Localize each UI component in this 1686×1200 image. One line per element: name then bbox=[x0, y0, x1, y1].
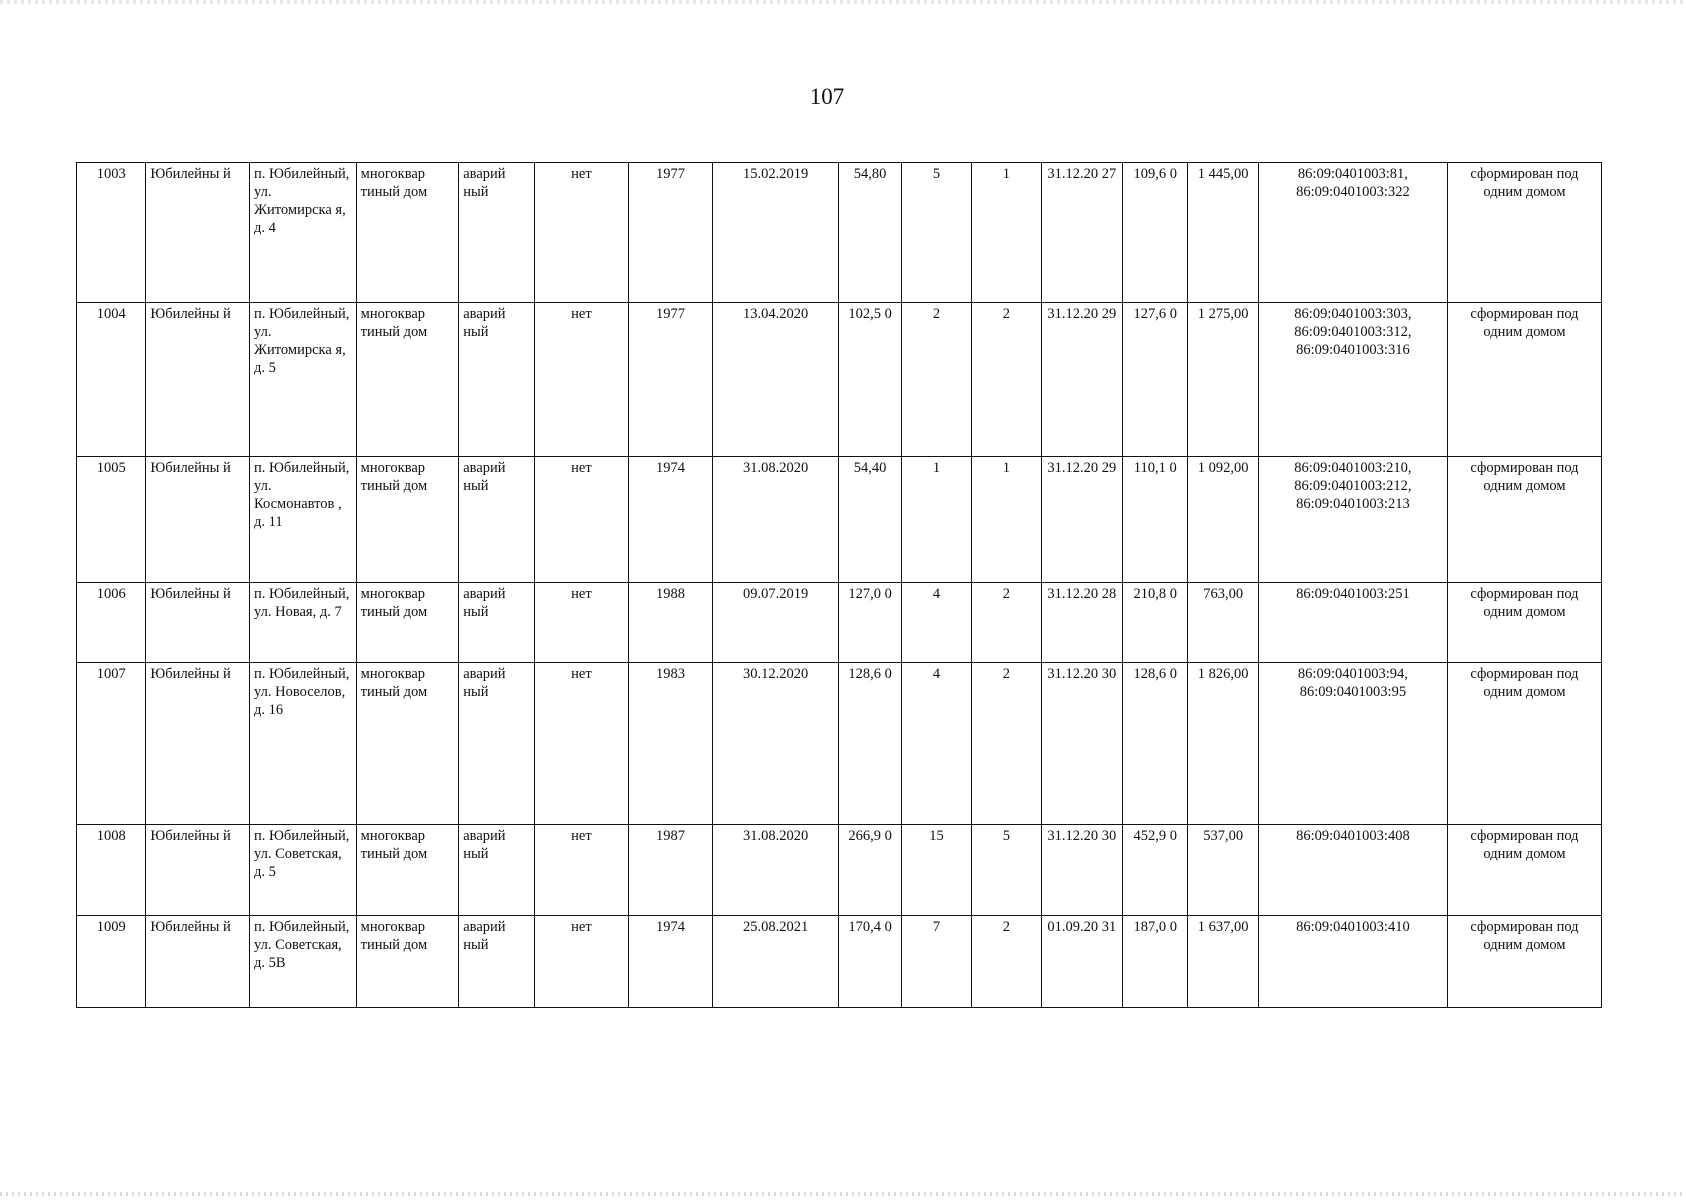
cell-count-1: 2 bbox=[901, 303, 971, 457]
cell-id: 1005 bbox=[77, 457, 146, 583]
cell-cadastral: 86:09:0401003:408 bbox=[1258, 825, 1447, 916]
cell-building-type: многоквар тиный дом bbox=[356, 916, 459, 1008]
cell-date: 31.08.2020 bbox=[712, 825, 839, 916]
cell-count-1: 7 bbox=[901, 916, 971, 1008]
cell-flag: нет bbox=[534, 583, 629, 663]
cell-flag: нет bbox=[534, 457, 629, 583]
cell-building-type: многоквар тиный дом bbox=[356, 583, 459, 663]
cell-count-2: 2 bbox=[972, 583, 1041, 663]
cell-deadline: 31.12.20 30 bbox=[1041, 663, 1122, 825]
cell-note: сформирован под одним домом bbox=[1447, 825, 1601, 916]
cell-address: п. Юбилейный, ул. Советская, д. 5 bbox=[250, 825, 357, 916]
cell-cost: 763,00 bbox=[1188, 583, 1258, 663]
cell-flag: нет bbox=[534, 825, 629, 916]
cell-cost: 1 092,00 bbox=[1188, 457, 1258, 583]
cell-note: сформирован под одним домом bbox=[1447, 916, 1601, 1008]
cell-address: п. Юбилейный, ул. Житомирска я, д. 4 bbox=[250, 163, 357, 303]
cell-area: 127,0 0 bbox=[839, 583, 901, 663]
cell-count-1: 1 bbox=[901, 457, 971, 583]
cell-condition: аварий ный bbox=[459, 457, 534, 583]
cell-deadline: 31.12.20 27 bbox=[1041, 163, 1122, 303]
cell-area-2: 187,0 0 bbox=[1123, 916, 1188, 1008]
cell-condition: аварий ный bbox=[459, 663, 534, 825]
cell-settlement: Юбилейны й bbox=[146, 663, 250, 825]
cell-year: 1974 bbox=[629, 916, 712, 1008]
cell-settlement: Юбилейны й bbox=[146, 583, 250, 663]
cell-cadastral: 86:09:0401003:94, 86:09:0401003:95 bbox=[1258, 663, 1447, 825]
cell-area-2: 452,9 0 bbox=[1123, 825, 1188, 916]
cell-flag: нет bbox=[534, 303, 629, 457]
cell-cost: 1 826,00 bbox=[1188, 663, 1258, 825]
cell-area-2: 109,6 0 bbox=[1123, 163, 1188, 303]
cell-cadastral: 86:09:0401003:303, 86:09:0401003:312, 86:09:0401003:316 bbox=[1258, 303, 1447, 457]
cell-area-2: 128,6 0 bbox=[1123, 663, 1188, 825]
cell-address: п. Юбилейный, ул. Советская, д. 5В bbox=[250, 916, 357, 1008]
cell-date: 30.12.2020 bbox=[712, 663, 839, 825]
cell-deadline: 01.09.20 31 bbox=[1041, 916, 1122, 1008]
cell-count-1: 4 bbox=[901, 663, 971, 825]
cell-area-2: 127,6 0 bbox=[1123, 303, 1188, 457]
cell-cadastral: 86:09:0401003:410 bbox=[1258, 916, 1447, 1008]
cell-settlement: Юбилейны й bbox=[146, 163, 250, 303]
cell-building-type: многоквар тиный дом bbox=[356, 825, 459, 916]
cell-area: 170,4 0 bbox=[839, 916, 901, 1008]
cell-cadastral: 86:09:0401003:81, 86:09:0401003:322 bbox=[1258, 163, 1447, 303]
table-row bbox=[77, 583, 1602, 663]
cell-count-2: 2 bbox=[972, 916, 1041, 1008]
cell-deadline: 31.12.20 29 bbox=[1041, 303, 1122, 457]
cell-flag: нет bbox=[534, 663, 629, 825]
cell-year: 1987 bbox=[629, 825, 712, 916]
cell-count-2: 2 bbox=[972, 303, 1041, 457]
housing-registry-table bbox=[76, 162, 1602, 1008]
cell-note: сформирован под одним домом bbox=[1447, 303, 1601, 457]
cell-condition: аварий ный bbox=[459, 303, 534, 457]
cell-condition: аварий ный bbox=[459, 583, 534, 663]
cell-settlement: Юбилейны й bbox=[146, 457, 250, 583]
cell-address: п. Юбилейный, ул. Житомирска я, д. 5 bbox=[250, 303, 357, 457]
table-row bbox=[77, 457, 1602, 583]
cell-count-2: 2 bbox=[972, 663, 1041, 825]
cell-date: 09.07.2019 bbox=[712, 583, 839, 663]
cell-year: 1974 bbox=[629, 457, 712, 583]
page-number: 107 bbox=[809, 84, 845, 109]
scan-edge-top bbox=[0, 0, 1686, 4]
cell-year: 1977 bbox=[629, 163, 712, 303]
cell-settlement: Юбилейны й bbox=[146, 916, 250, 1008]
cell-area-2: 110,1 0 bbox=[1123, 457, 1188, 583]
cell-id: 1008 bbox=[77, 825, 146, 916]
cell-cost: 1 637,00 bbox=[1188, 916, 1258, 1008]
cell-year: 1983 bbox=[629, 663, 712, 825]
cell-year: 1988 bbox=[629, 583, 712, 663]
cell-note: сформирован под одним домом bbox=[1447, 457, 1601, 583]
cell-flag: нет bbox=[534, 163, 629, 303]
cell-address: п. Юбилейный, ул. Космонавтов , д. 11 bbox=[250, 457, 357, 583]
cell-note: сформирован под одним домом bbox=[1447, 163, 1601, 303]
table-row bbox=[77, 825, 1602, 916]
cell-deadline: 31.12.20 30 bbox=[1041, 825, 1122, 916]
cell-count-1: 5 bbox=[901, 163, 971, 303]
table-row bbox=[77, 916, 1602, 1008]
cell-id: 1007 bbox=[77, 663, 146, 825]
cell-count-2: 1 bbox=[972, 163, 1041, 303]
scan-edge-bottom bbox=[0, 1192, 1686, 1196]
cell-condition: аварий ный bbox=[459, 163, 534, 303]
cell-date: 31.08.2020 bbox=[712, 457, 839, 583]
cell-area: 102,5 0 bbox=[839, 303, 901, 457]
cell-address: п. Юбилейный, ул. Новоселов, д. 16 bbox=[250, 663, 357, 825]
cell-deadline: 31.12.20 28 bbox=[1041, 583, 1122, 663]
cell-building-type: многоквар тиный дом bbox=[356, 163, 459, 303]
cell-cadastral: 86:09:0401003:251 bbox=[1258, 583, 1447, 663]
cell-year: 1977 bbox=[629, 303, 712, 457]
cell-date: 25.08.2021 bbox=[712, 916, 839, 1008]
cell-area-2: 210,8 0 bbox=[1123, 583, 1188, 663]
cell-area: 128,6 0 bbox=[839, 663, 901, 825]
cell-date: 13.04.2020 bbox=[712, 303, 839, 457]
table-row bbox=[77, 663, 1602, 825]
cell-settlement: Юбилейны й bbox=[146, 303, 250, 457]
cell-cost: 1 445,00 bbox=[1188, 163, 1258, 303]
cell-deadline: 31.12.20 29 bbox=[1041, 457, 1122, 583]
cell-date: 15.02.2019 bbox=[712, 163, 839, 303]
cell-id: 1004 bbox=[77, 303, 146, 457]
cell-id: 1009 bbox=[77, 916, 146, 1008]
cell-flag: нет bbox=[534, 916, 629, 1008]
cell-building-type: многоквар тиный дом bbox=[356, 663, 459, 825]
cell-address: п. Юбилейный, ул. Новая, д. 7 bbox=[250, 583, 357, 663]
cell-note: сформирован под одним домом bbox=[1447, 663, 1601, 825]
cell-count-2: 1 bbox=[972, 457, 1041, 583]
cell-condition: аварий ный bbox=[459, 825, 534, 916]
cell-id: 1003 bbox=[77, 163, 146, 303]
cell-building-type: многоквар тиный дом bbox=[356, 303, 459, 457]
cell-cost: 537,00 bbox=[1188, 825, 1258, 916]
cell-count-2: 5 bbox=[972, 825, 1041, 916]
cell-area: 54,80 bbox=[839, 163, 901, 303]
cell-area: 54,40 bbox=[839, 457, 901, 583]
cell-count-1: 4 bbox=[901, 583, 971, 663]
cell-settlement: Юбилейны й bbox=[146, 825, 250, 916]
cell-count-1: 15 bbox=[901, 825, 971, 916]
cell-cadastral: 86:09:0401003:210, 86:09:0401003:212, 86:09:0401003:213 bbox=[1258, 457, 1447, 583]
table-row bbox=[77, 163, 1602, 303]
cell-building-type: многоквар тиный дом bbox=[356, 457, 459, 583]
cell-condition: аварий ный bbox=[459, 916, 534, 1008]
cell-note: сформирован под одним домом bbox=[1447, 583, 1601, 663]
cell-area: 266,9 0 bbox=[839, 825, 901, 916]
cell-cost: 1 275,00 bbox=[1188, 303, 1258, 457]
table-row bbox=[77, 303, 1602, 457]
cell-id: 1006 bbox=[77, 583, 146, 663]
